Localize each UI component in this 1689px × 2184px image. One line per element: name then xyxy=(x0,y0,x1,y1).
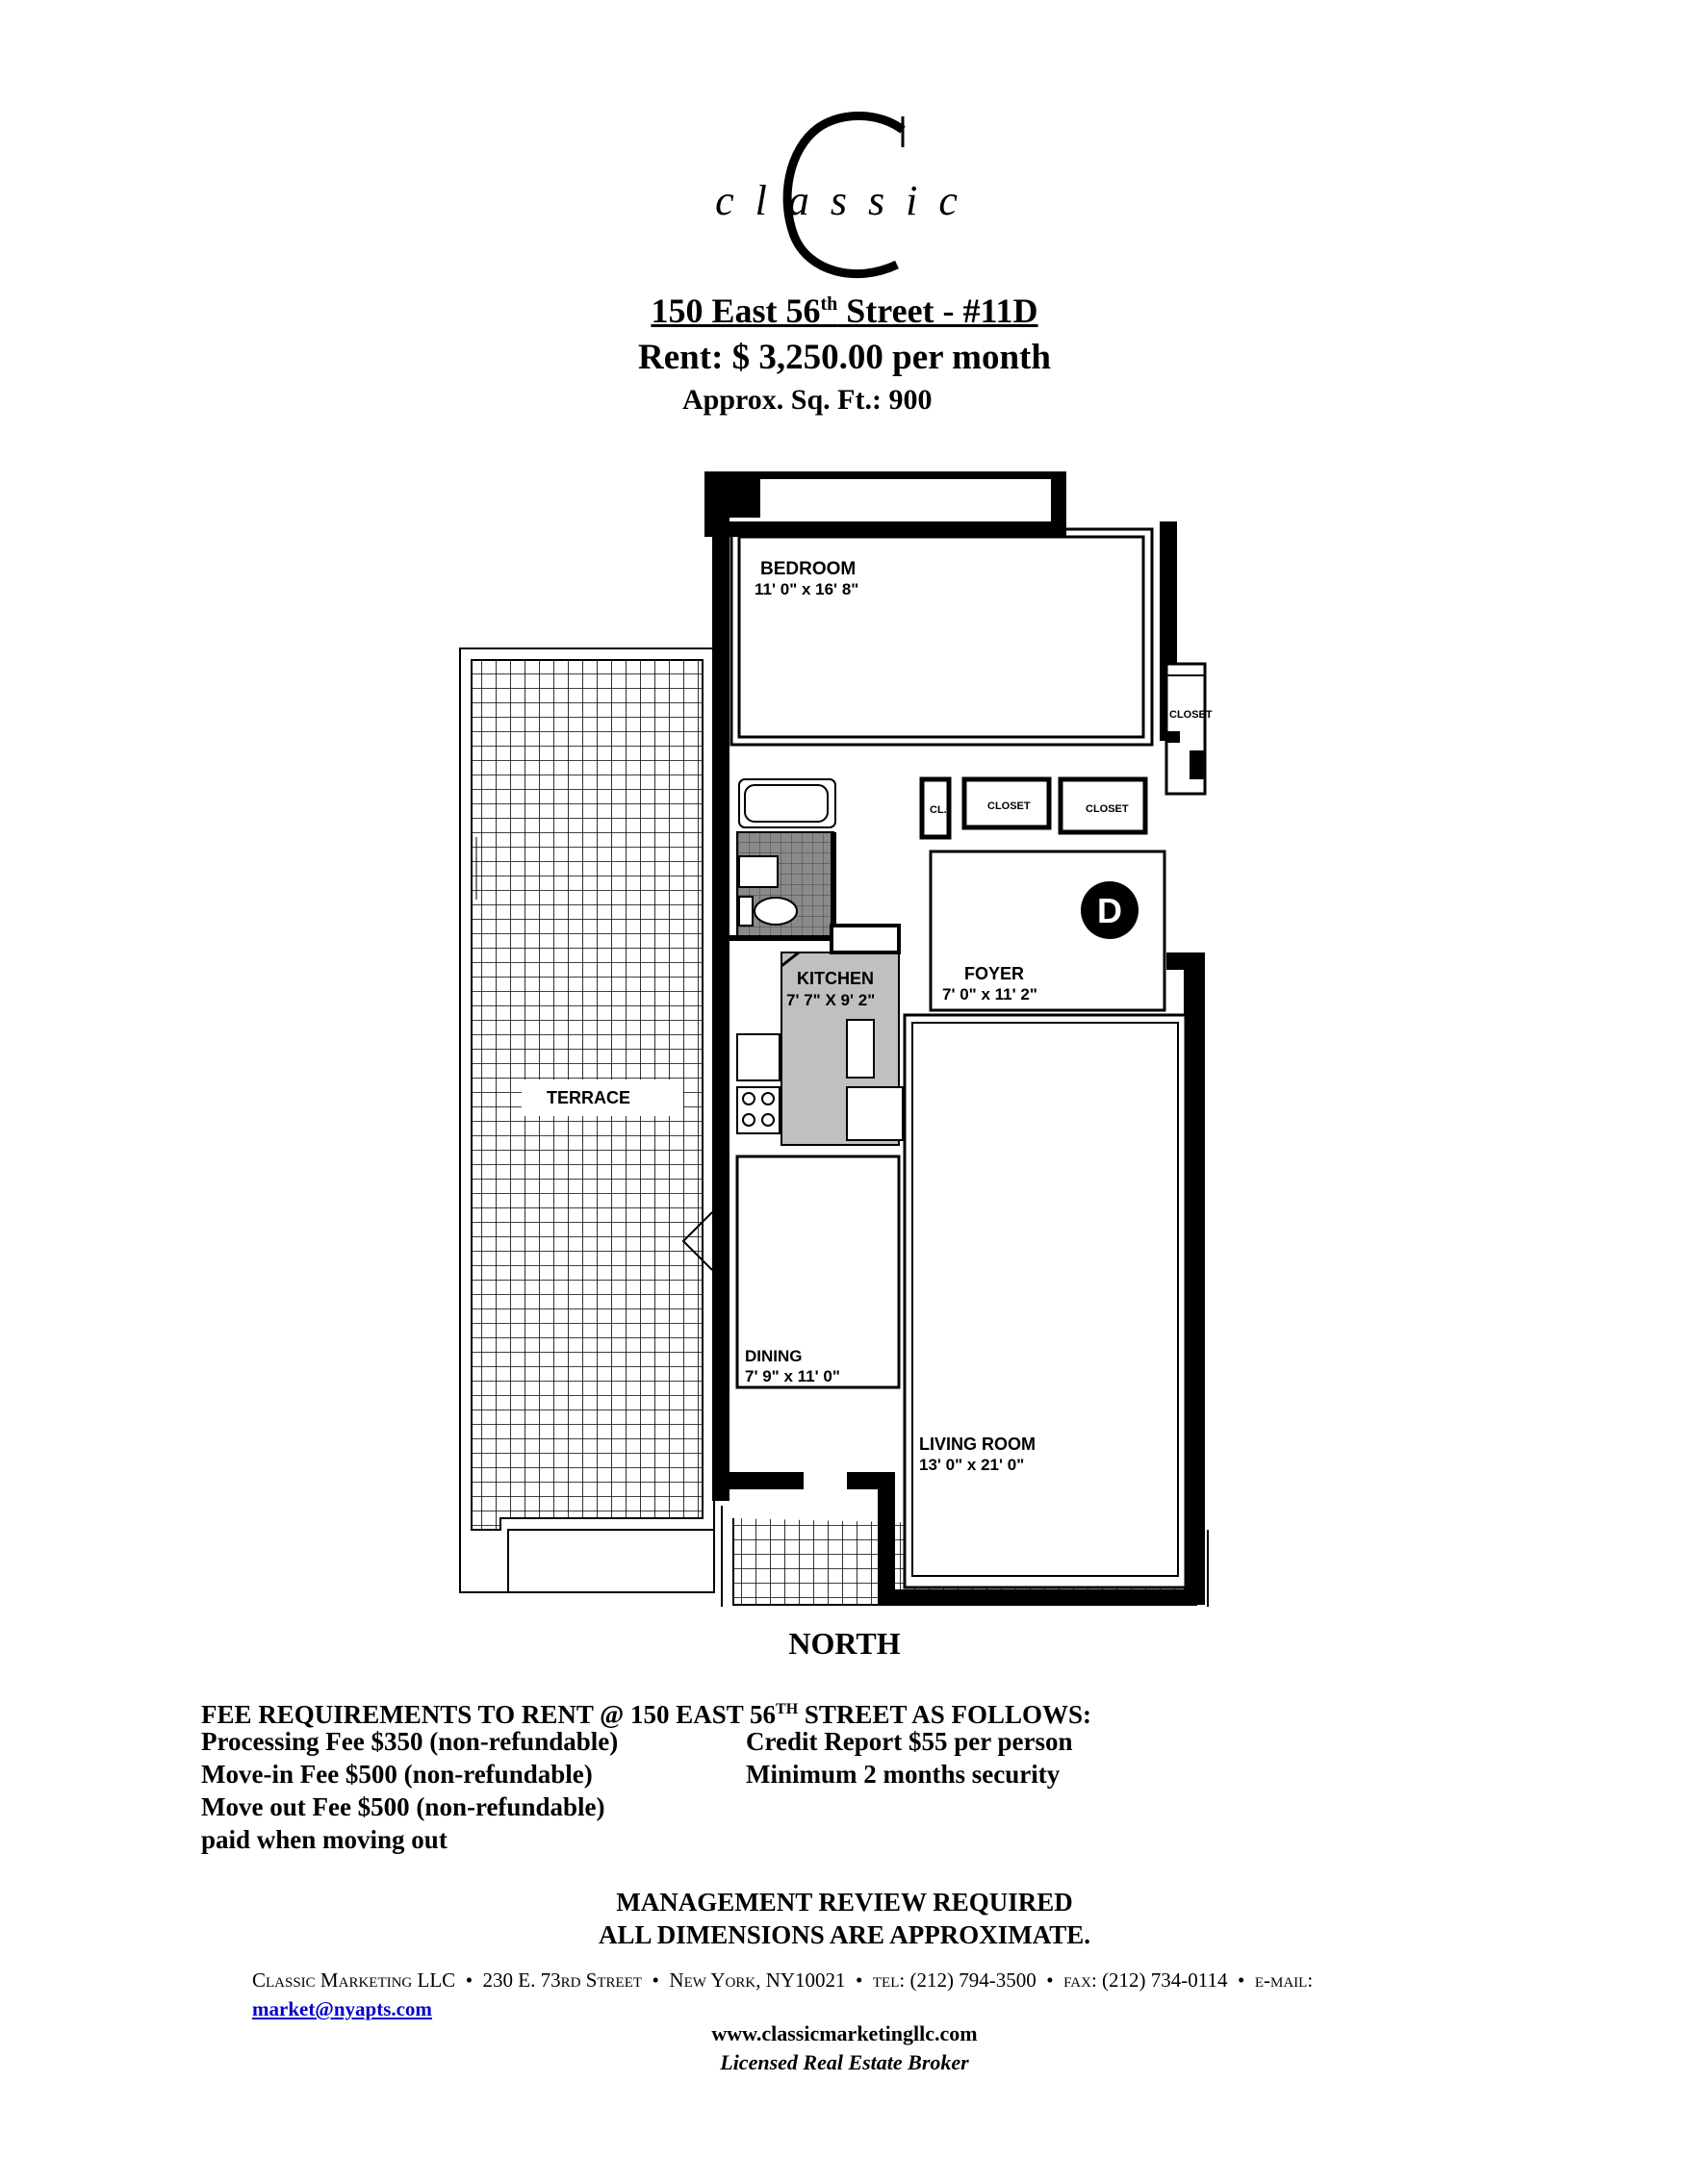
company-name: Classic Marketing LLC xyxy=(252,1968,456,1992)
phone-number: (212) 794-3500 xyxy=(909,1968,1036,1992)
closet-b-label: CLOSET xyxy=(1086,803,1129,815)
email-label: e-mail: xyxy=(1254,1968,1314,1992)
closet-right-label: CLOSET xyxy=(1169,709,1213,721)
fee-item: paid when moving out xyxy=(201,1825,448,1854)
fee-item: Processing Fee $350 (non-refundable) xyxy=(201,1727,619,1756)
email-link[interactable]: market@nyapts.com xyxy=(252,1997,432,2020)
kitchen-dims: 7' 7" X 9' 2" xyxy=(786,991,876,1009)
terrace-label-box xyxy=(522,1079,683,1116)
fee-heading: FEE REQUIREMENTS TO RENT @ 150 EAST 56TH STREET AS FOLLOWS: xyxy=(201,1700,1092,1729)
closet-right xyxy=(1166,664,1213,794)
dining-label: DINING xyxy=(745,1347,803,1365)
fee-item: Move-in Fee $500 (non-refundable) xyxy=(201,1760,593,1789)
living-room xyxy=(905,1015,1186,1587)
fee-item: Credit Report $55 per person xyxy=(746,1727,1073,1756)
footer-contact: Classic Marketing LLC • 230 E. 73rd Street • New York, NY10021 • tel: (212) 794-3500 • fax: (212) 734-0114 • e-mail: market@nyapts.com xyxy=(252,1968,1314,2020)
cl-label: CL. xyxy=(930,804,947,816)
tel-label: tel: xyxy=(872,1968,906,1992)
foyer-dims: 7' 0" x 11' 2" xyxy=(942,985,1037,1003)
classic-logo xyxy=(674,111,1020,284)
closet-a-label: CLOSET xyxy=(987,800,1031,812)
fax-label: fax: xyxy=(1063,1968,1097,1992)
listing-sqft: Approx. Sq. Ft.: 900 xyxy=(682,384,933,416)
kitchen-room xyxy=(737,926,903,1145)
kitchen-label: KITCHEN xyxy=(797,969,874,988)
bedroom-dims: 11' 0" x 16' 8" xyxy=(755,580,859,598)
license-note: Licensed Real Estate Broker xyxy=(720,2050,969,2074)
living-label: LIVING ROOM xyxy=(919,1435,1036,1454)
dimensions-notice: ALL DIMENSIONS ARE APPROXIMATE. xyxy=(598,1920,1091,1949)
living-dims: 13' 0" x 21' 0" xyxy=(919,1456,1025,1474)
orientation-label: NORTH xyxy=(788,1626,901,1661)
notices xyxy=(0,1886,1689,1951)
company-address: 230 E. 73rd Street xyxy=(482,1968,643,1992)
fax-number: (212) 734-0114 xyxy=(1102,1968,1228,1992)
floor-plan xyxy=(452,471,1222,1607)
listing-address: 150 East 56th Street - #11D xyxy=(651,292,1038,330)
fee-item: Move out Fee $500 (non-refundable) xyxy=(201,1792,605,1821)
bedroom-label: BEDROOM xyxy=(760,559,857,579)
unit-badge: D xyxy=(1097,891,1122,930)
closets-row xyxy=(922,779,1145,837)
dining-dims: 7' 9" x 11' 0" xyxy=(745,1367,840,1385)
terrace-label: TERRACE xyxy=(547,1088,631,1107)
listing-rent: Rent: $ 3,250.00 per month xyxy=(638,338,1051,377)
management-review-notice: MANAGEMENT REVIEW REQUIRED xyxy=(616,1888,1073,1917)
foyer-room xyxy=(931,851,1164,1010)
logo-wordmark: classic xyxy=(715,177,979,224)
company-city: New York, NY10021 xyxy=(669,1968,846,1992)
website: www.classicmarketingllc.com xyxy=(711,2021,978,2045)
bedroom-room xyxy=(731,529,1152,745)
foyer-label: FOYER xyxy=(964,964,1025,983)
fee-item: Minimum 2 months security xyxy=(746,1760,1061,1789)
bathroom xyxy=(729,779,837,938)
